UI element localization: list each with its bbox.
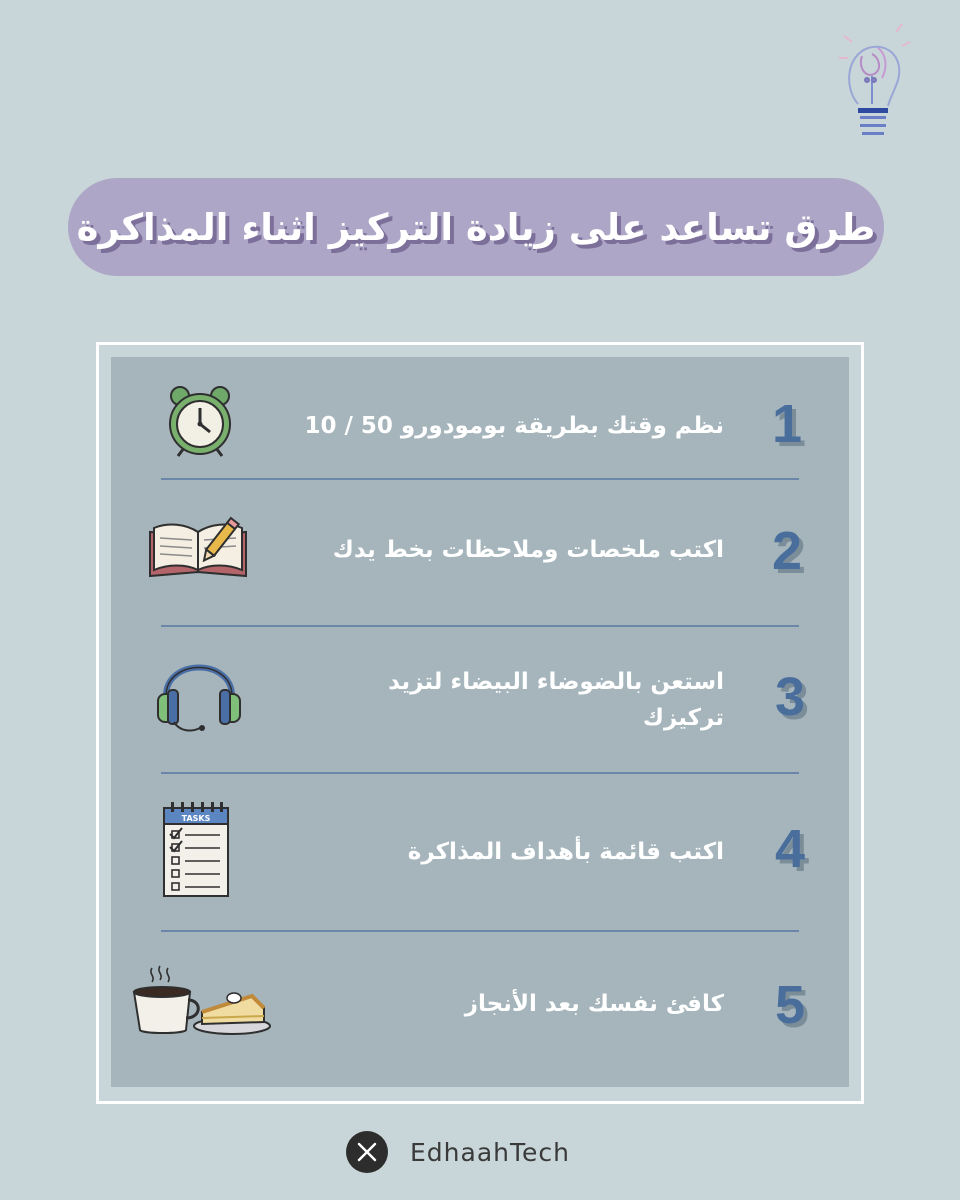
divider (161, 930, 799, 932)
task-list-icon (160, 800, 232, 900)
brand-logo-icon (836, 18, 912, 144)
divider (161, 478, 799, 480)
item-text: كافئ نفسك بعد الأنجاز (464, 991, 724, 1017)
divider (161, 625, 799, 627)
item-number: 3 (774, 667, 806, 727)
coffee-cake-icon (130, 962, 274, 1040)
social-handle[interactable]: EdhaahTech (410, 1137, 570, 1167)
footer (346, 1130, 570, 1174)
tasks-label: TASKS (181, 814, 211, 823)
item-number: 4 (774, 819, 806, 879)
item-text: اكتب ملخصات وملاحظات بخط يدك (332, 537, 724, 563)
item-number: 1 (771, 394, 803, 454)
notebook-pencil-icon (146, 510, 250, 582)
item-text: نظم وقتك بطريقة بومودورو 50 / 10 (304, 413, 724, 439)
item-number: 2 (771, 521, 803, 581)
item-text: اكتب قائمة بأهداف المذاكرة (407, 839, 724, 865)
item-text: استعن بالضوضاء البيضاء لتزيد تركيزك (388, 669, 724, 731)
divider (161, 772, 799, 774)
headphones-icon (154, 644, 244, 736)
item-number: 5 (774, 975, 806, 1035)
alarm-clock-icon (160, 380, 240, 460)
title-banner (68, 178, 884, 276)
page-title: طرق تساعد على زيادة التركيز اثناء المذاكرة (76, 205, 876, 249)
x-logo-icon[interactable] (346, 1131, 388, 1173)
